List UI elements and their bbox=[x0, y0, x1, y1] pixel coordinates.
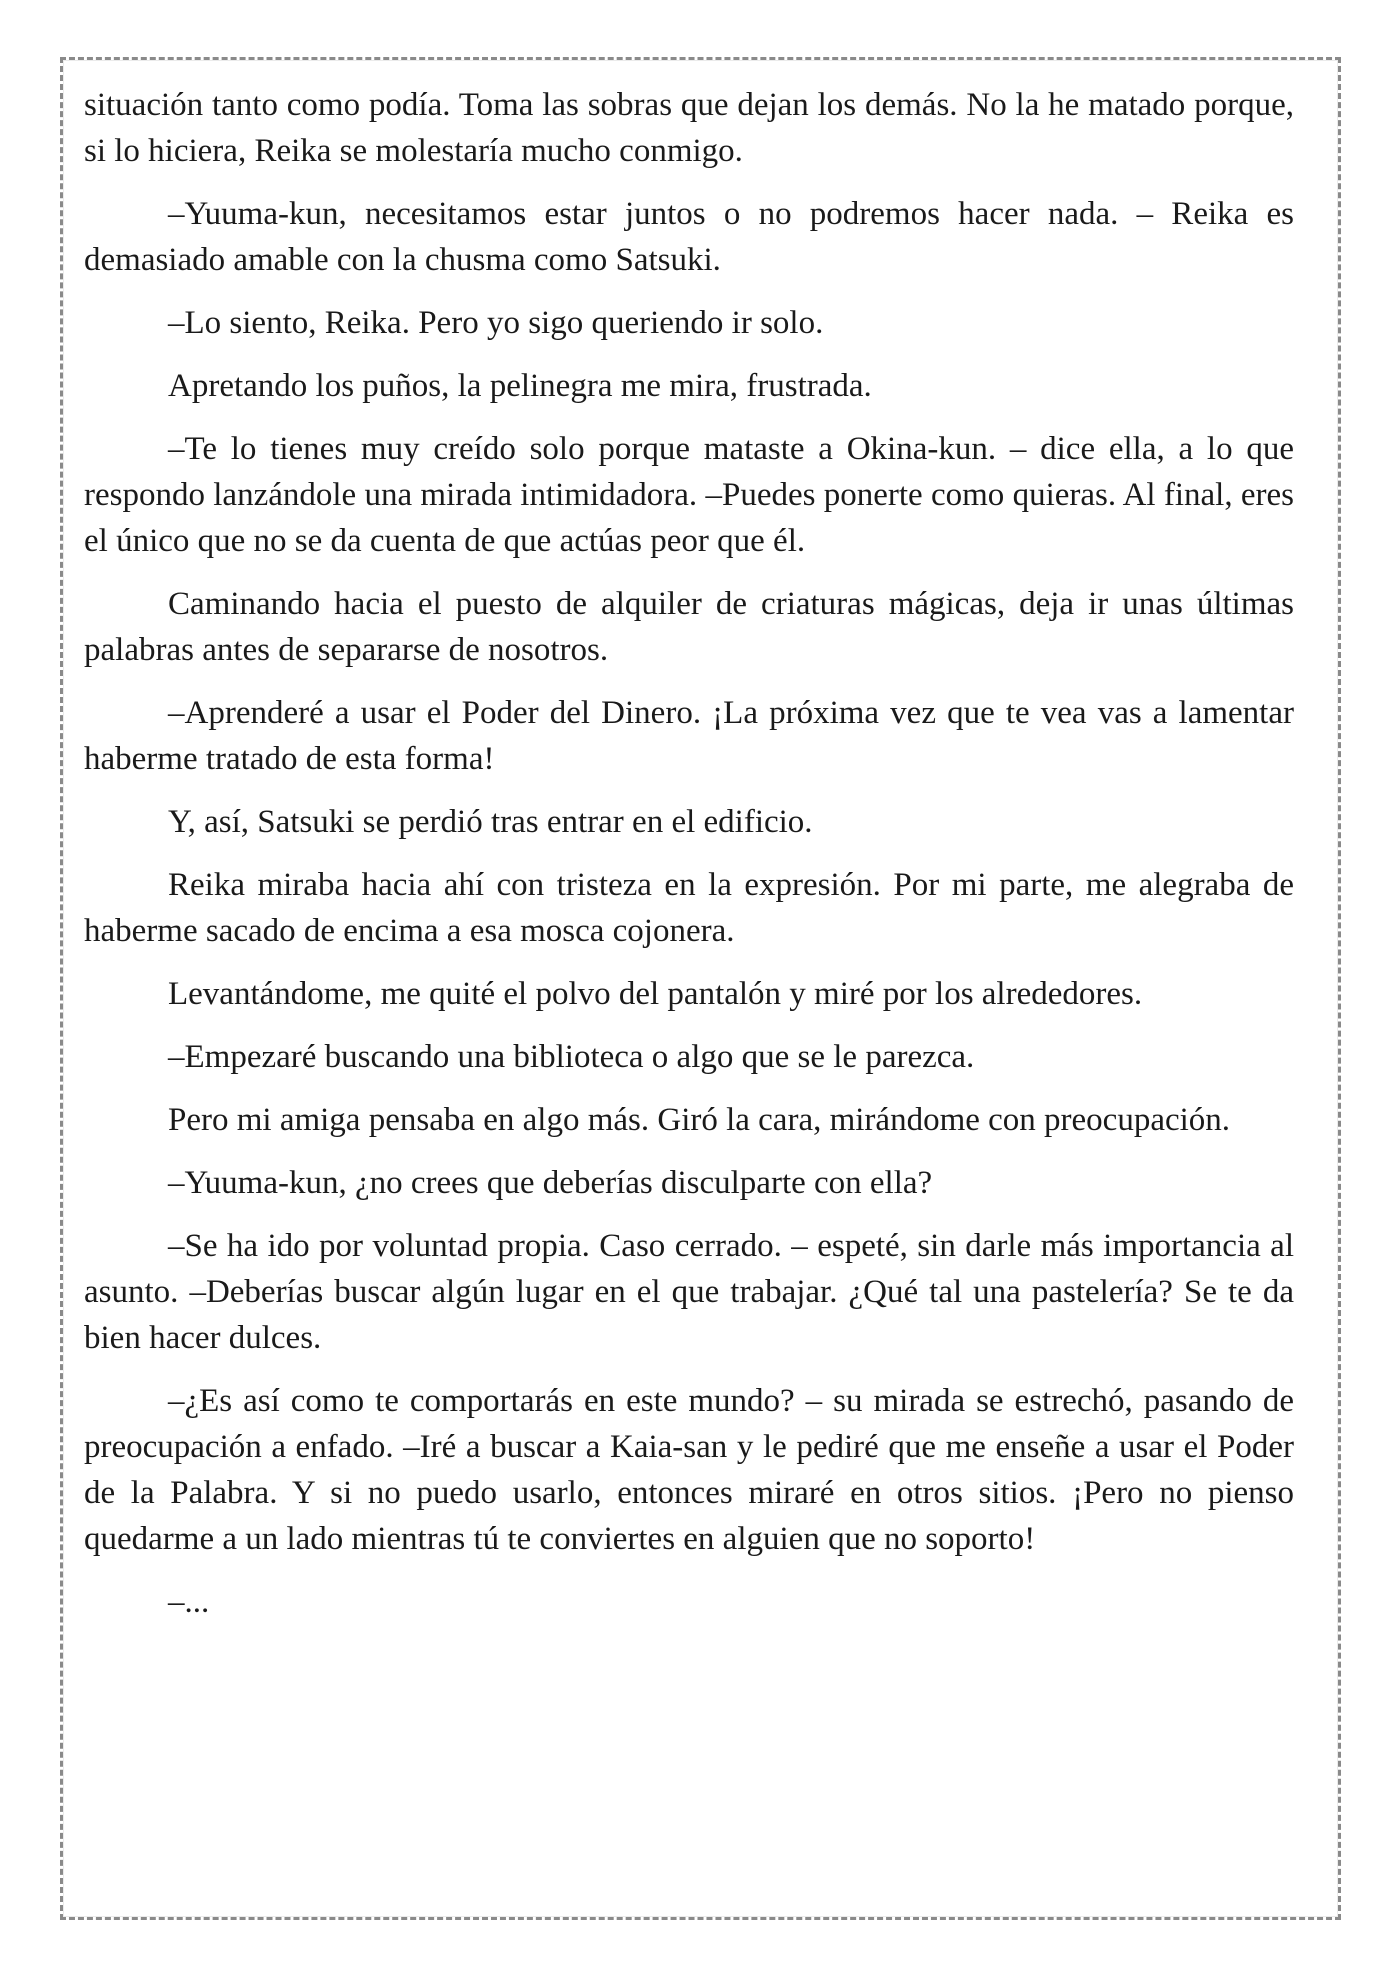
paragraph: Apretando los puños, la pelinegra me mira, frustrada. bbox=[168, 368, 872, 404]
paragraph: –Aprenderé a usar el Poder del Dinero. ¡La próxima vez que te vea vas a lamentar haberme tratado de esta forma! bbox=[84, 695, 1294, 777]
paragraph: –Lo siento, Reika. Pero yo sigo queriendo ir solo. bbox=[168, 305, 824, 341]
paragraph: Reika miraba hacia ahí con tristeza en la expresión. Por mi parte, me alegraba de haberme sacado de encima a esa mosca cojonera. bbox=[84, 867, 1294, 949]
paragraph: Caminando hacia el puesto de alquiler de criaturas mágicas, deja ir unas últimas palabras antes de separarse de nosotros. bbox=[84, 586, 1294, 668]
paragraph: Pero mi amiga pensaba en algo más. Giró la cara, mirándome con preocupación. bbox=[168, 1102, 1231, 1138]
paragraph: Y, así, Satsuki se perdió tras entrar en el edificio. bbox=[168, 804, 813, 840]
paragraph: –Yuuma-kun, necesitamos estar juntos o no podremos hacer nada. – Reika es demasiado amable con la chusma como Satsuki. bbox=[84, 196, 1294, 278]
paragraph: –¿Es así como te comportarás en este mundo? – su mirada se estrechó, pasando de preocupación a enfado. –Iré a buscar a Kaia-san y le pediré que me enseñe a usar el Poder de la Palabra. Y si no puedo usarlo, entonces miraré en otros sitios. ¡Pero no pienso quedarme a un lado mientras tú te conviertes en alguien que no soporto! bbox=[84, 1383, 1294, 1557]
paragraph: –... bbox=[168, 1584, 210, 1620]
paragraph: Levantándome, me quité el polvo del pantalón y miré por los alrededores. bbox=[168, 976, 1143, 1012]
paragraph: –Empezaré buscando una biblioteca o algo que se le parezca. bbox=[168, 1039, 975, 1075]
document-text bbox=[84, 82, 1294, 1642]
paragraph: –Te lo tienes muy creído solo porque mataste a Okina-kun. – dice ella, a lo que respondo lanzándole una mirada intimidadora. –Puedes ponerte como quieras. Al final, eres el único que no se da cuenta de que actúas peor que él. bbox=[84, 431, 1294, 559]
paragraph: –Se ha ido por voluntad propia. Caso cerrado. – espeté, sin darle más importancia al asunto. –Deberías buscar algún lugar en el que trabajar. ¿Qué tal una pastelería? Se te da bien hacer dulces. bbox=[84, 1228, 1294, 1356]
paragraph: situación tanto como podía. Toma las sobras que dejan los demás. No la he matado porque, si lo hiciera, Reika se molestaría mucho conmigo. bbox=[84, 87, 1294, 169]
paragraph: –Yuuma-kun, ¿no crees que deberías disculparte con ella? bbox=[168, 1165, 933, 1201]
